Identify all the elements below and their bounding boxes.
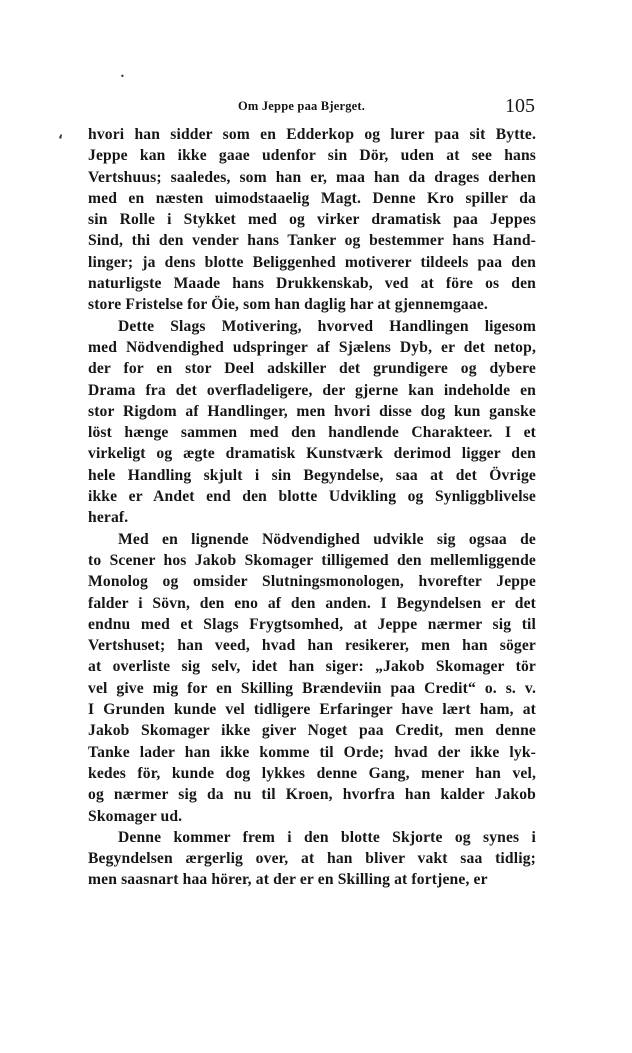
- text-line: linger; ja dens blotte Beliggenhed motiverer tildeels paa den: [88, 253, 536, 271]
- text-line: Vertshuus; saaledes, som han er, maa han da drages derhen: [88, 168, 536, 186]
- text-line: og nærmer sig da nu til Kroen, hvorfra han kalder Jakob: [88, 786, 536, 804]
- text-line: Dette Slags Motivering, hvorved Handlingen ligesom: [118, 317, 536, 335]
- text-line: stor Rigdom af Handlinger, men hvori disse dog kun ganske: [88, 402, 536, 420]
- text-line: at overliste sig selv, idet han siger: „Jakob Skomager tör: [88, 658, 536, 676]
- text-line: men saasnart haa hörer, at der er en Skilling at fortjene, er: [88, 871, 488, 889]
- text-line: ikke er Andet end den blotte Udvikling og Synliggblivelse: [88, 488, 536, 506]
- margin-tick: ʻ: [58, 133, 63, 148]
- text-line: der for en stor Deel adskiller det grundigere og dybere: [88, 360, 536, 378]
- paragraph: [88, 827, 536, 891]
- paragraph: [88, 529, 536, 827]
- text-line: kedes för, kunde dog lykkes denne Gang, mener han vel,: [88, 764, 536, 782]
- text-line: falder i Sövn, den eno af den anden. I Begyndelsen er det: [88, 594, 536, 612]
- paragraph: [88, 124, 536, 316]
- text-line: Sind, thi den vender hans Tanker og bestemmer hans Hand-: [88, 232, 536, 250]
- running-title: Om Jeppe paa Bjerget.: [238, 99, 366, 113]
- text-line: Denne kommer frem i den blotte Skjorte og synes i: [118, 828, 536, 846]
- text-line: to Scener hos Jakob Skomager tilligemed den mellemliggende: [88, 551, 536, 569]
- text-line: löst hænge sammen med den handlende Charakteer. I et: [88, 424, 536, 442]
- text-line: med en næsten uimodstaaelig Magt. Denne Kro spiller da: [88, 189, 536, 207]
- text-line: sin Rolle i Stykket med og virker dramatisk paa Jeppes: [88, 211, 536, 229]
- text-line: med Nödvendighed udspringer af Sjælens Dyb, er det netop,: [88, 338, 536, 356]
- text-line: Jakob Skomager ikke giver Noget paa Credit, men denne: [88, 722, 536, 740]
- text-line: I Grunden kunde vel tidligere Erfaringer have lært ham, at: [88, 701, 536, 719]
- text-line: Drama fra det overfladeligere, der gjerne kan indeholde en: [88, 381, 536, 399]
- text-line: Tanke lader han ikke komme til Orde; hvad der ikke lyk-: [88, 743, 536, 761]
- text-line: Skomager ud.: [88, 807, 183, 825]
- text-line: heraf.: [88, 509, 129, 527]
- text-line: Vertshuset; han veed, hvad han resikerer, men han söger: [88, 637, 536, 655]
- text-line: Med en lignende Nödvendighed udvikle sig ogsaa de: [118, 530, 536, 548]
- text-line: store Fristelse for Öie, som han daglig har at gjennemgaae.: [88, 296, 488, 314]
- text-line: hele Handling skjult i sin Begyndelse, saa at det Övrige: [88, 466, 536, 484]
- text-line: Begyndelsen ærgerlig over, at han bliver vakt saa tidlig;: [88, 850, 536, 868]
- text-line: virkeligt og ægte dramatisk Kunstværk derimod ligger den: [88, 445, 536, 463]
- text-line: endnu med et Slags Frygtsomhed, at Jeppe nærmer sig til: [88, 615, 536, 633]
- paragraph: [88, 316, 536, 529]
- text-line: Jeppe kan ikke gaae udenfor sin Dör, uden at see hans: [88, 147, 536, 165]
- text-line: naturligste Maade hans Drukkenskab, ved at före os den: [88, 275, 536, 293]
- body-text: [88, 124, 536, 891]
- page-header: [0, 95, 632, 117]
- page-number: 105: [505, 95, 535, 117]
- ink-speck: •: [120, 72, 125, 81]
- text-line: Monolog og omsider Slutningsmonologen, hvorefter Jeppe: [88, 573, 536, 591]
- text-line: vel give mig for en Skilling Brændeviin paa Credit“ o. s. v.: [88, 679, 536, 697]
- text-line: hvori han sidder som en Edderkop og lurer paa sit Bytte.: [88, 126, 536, 143]
